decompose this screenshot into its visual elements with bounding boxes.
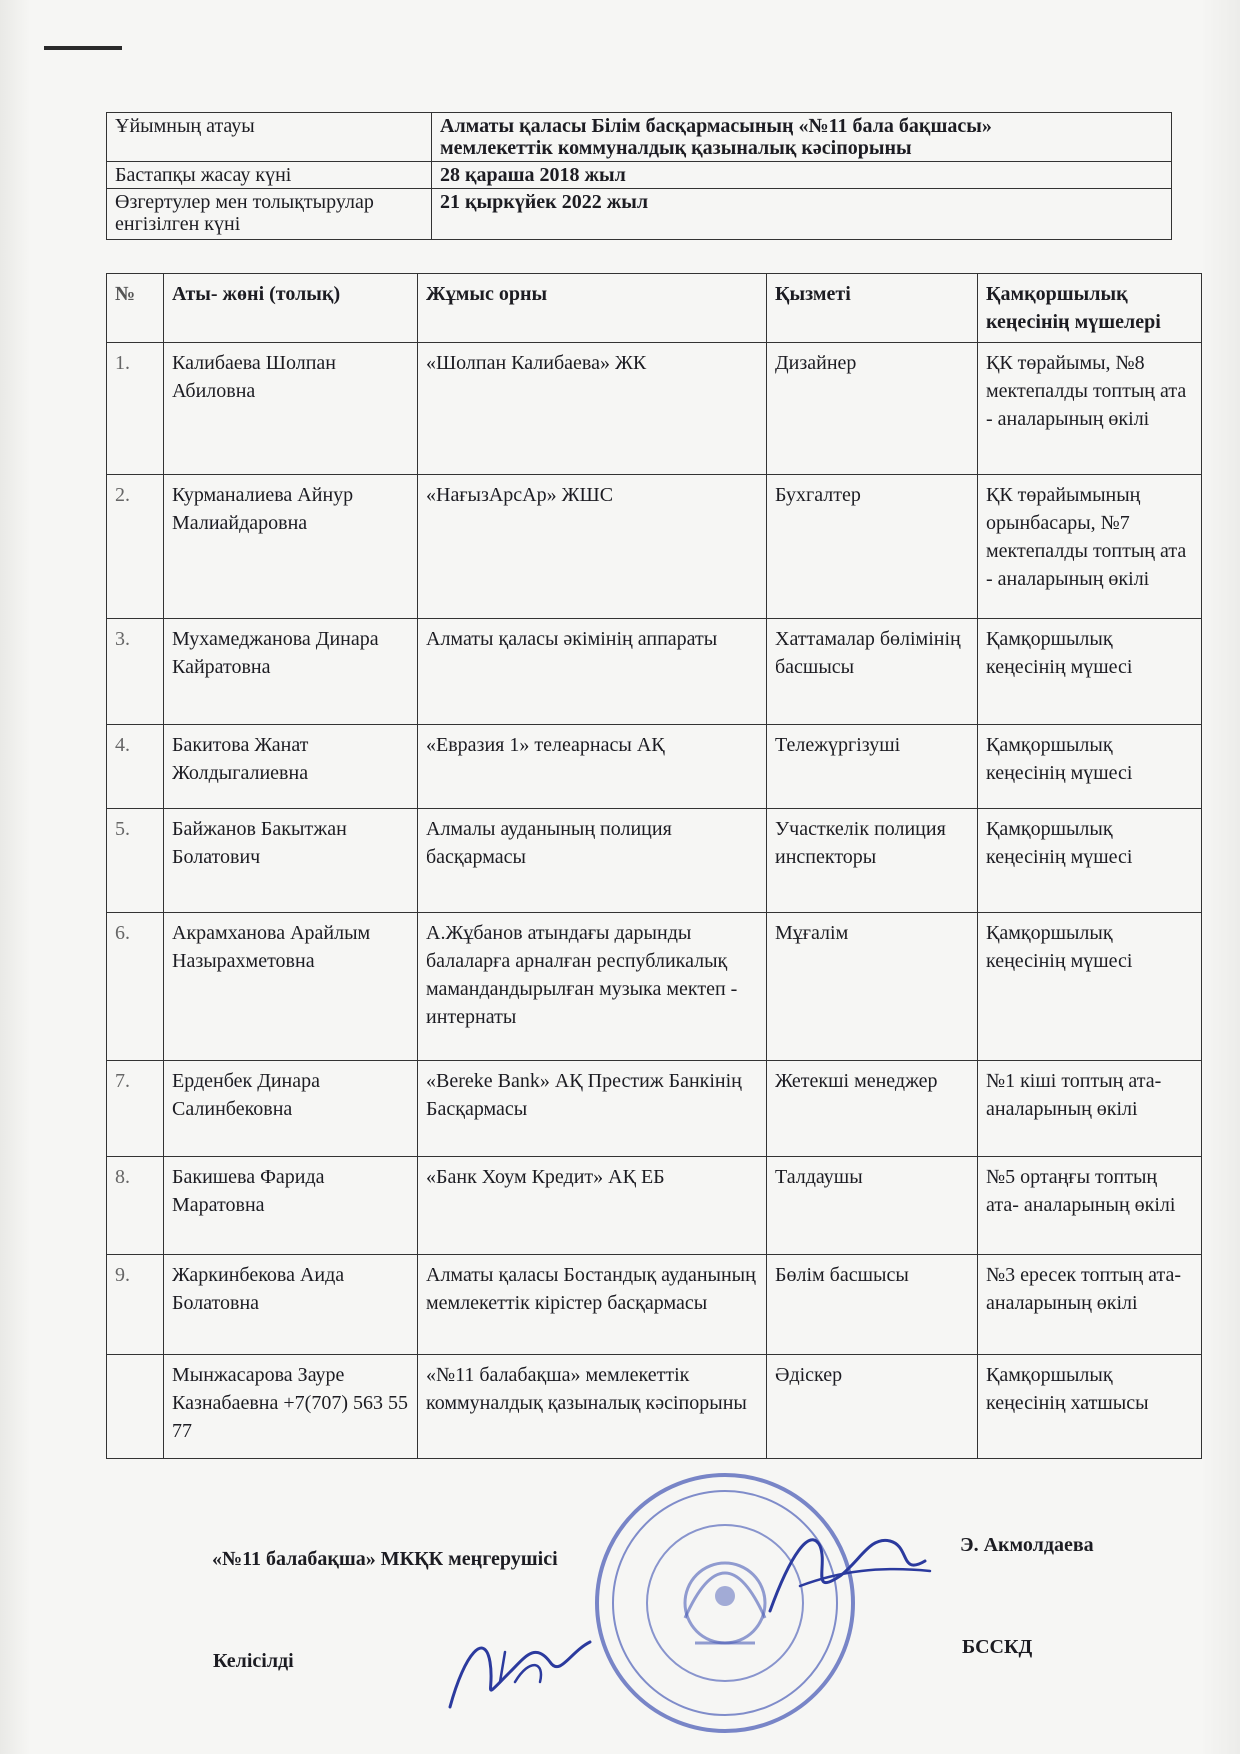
row-position: Әдіскер [767,1355,978,1459]
row-position: Тележүргізуші [767,725,978,809]
col-work: Жұмыс орны [418,274,767,343]
changed-value: 21 қыркүйек 2022 жыл [432,189,1172,240]
table-row [107,475,1202,619]
row-num: 5. [107,809,164,913]
row-name: Бакишева Фарида Маратовна [164,1157,418,1255]
row-position: Мұғалім [767,913,978,1061]
row-role: Қамқоршылық кеңесінің мүшесі [978,725,1202,809]
row-num: 8. [107,1157,164,1255]
agreed-signature [440,1622,600,1722]
row-role: ҚК төрайымы, №8 мектепалды топтың ата - аналарының өкілі [978,343,1202,475]
org-label: Ұйымның атауы [107,113,432,162]
row-num: 9. [107,1255,164,1355]
table-row [107,1355,1202,1459]
row-position: Жетекші менеджер [767,1061,978,1157]
row-work: Алмалы ауданының полиция басқармасы [418,809,767,913]
created-label: Бастапқы жасау күні [107,162,432,189]
row-name: Мынжасарова Зауре Казнабаевна +7(707) 563 55 77 [164,1355,418,1459]
table-row [107,725,1202,809]
row-position: Бухгалтер [767,475,978,619]
bsskd-label: БССКД [962,1636,1033,1658]
table-row [107,1061,1202,1157]
corner-mark [44,46,122,50]
row-name: Калибаева Шолпан Абиловна [164,343,418,475]
row-work: «Шолпан Калибаева» ЖК [418,343,767,475]
col-role: Қамқоршылық кеңесінің мүшелері [978,274,1202,343]
table-row [107,343,1202,475]
row-num: 2. [107,475,164,619]
table-row [107,913,1202,1061]
row-work: «Евразия 1» телеарнасы АҚ [418,725,767,809]
head-title: «№11 балабақша» МКҚК меңгерушісі [212,1548,558,1570]
row-role: Қамқоршылық кеңесінің хатшысы [978,1355,1202,1459]
row-position: Бөлім басшысы [767,1255,978,1355]
col-position: Қызметі [767,274,978,343]
row-work: А.Жұбанов атындағы дарынды балаларға арналған республикалық мамандандырылған музыка мектеп - интернаты [418,913,767,1061]
row-work: Алматы қаласы Бостандық ауданының мемлекеттік кірістер басқармасы [418,1255,767,1355]
created-row [107,162,1172,189]
row-role: №3 ересек топтың ата- аналарының өкілі [978,1255,1202,1355]
row-num: 3. [107,619,164,725]
org-value-line1: Алматы қаласы Білім басқармасының «№11 бала бақшасы» [440,115,992,137]
row-position: Участкелік полиция инспекторы [767,809,978,913]
row-role: Қамқоршылық кеңесінің мүшесі [978,913,1202,1061]
org-value-line2: мемлекеттік коммуналдық қазыналық кәсіпорыны [440,137,912,159]
agreed-label: Келісілді [213,1650,294,1672]
row-work: «НағызАрсАр» ЖШС [418,475,767,619]
row-position: Талдаушы [767,1157,978,1255]
row-role: Қамқоршылық кеңесінің мүшесі [978,619,1202,725]
row-name: Акрамханова Арайлым Назырахметовна [164,913,418,1061]
table-header-row [107,274,1202,343]
row-work: Алматы қаласы әкімінің аппараты [418,619,767,725]
row-num: 7. [107,1061,164,1157]
row-name: Бакитова Жанат Жолдыгалиевна [164,725,418,809]
row-num: 4. [107,725,164,809]
row-role: Қамқоршылық кеңесінің мүшесі [978,809,1202,913]
row-work: «№11 балабақша» мемлекеттік коммуналдық қазыналық кәсіпорыны [418,1355,767,1459]
row-role: ҚК төрайымының орынбасары, №7 мектепалды топтың ата - аналарының өкілі [978,475,1202,619]
header-table [106,112,1172,240]
row-position: Дизайнер [767,343,978,475]
changed-row [107,189,1172,240]
row-name: Курманалиева Айнур Малиайдаровна [164,475,418,619]
row-name: Ерденбек Динара Салинбековна [164,1061,418,1157]
row-name: Мухамеджанова Динара Кайратовна [164,619,418,725]
table-row [107,1157,1202,1255]
col-num: № [107,274,164,343]
row-num [107,1355,164,1459]
row-work: «Банк Хоум Кредит» АҚ ЕБ [418,1157,767,1255]
table-row [107,1255,1202,1355]
head-signature [750,1516,940,1626]
row-role: №1 кіші топтың ата- аналарының өкілі [978,1061,1202,1157]
row-num: 6. [107,913,164,1061]
col-name: Аты- жөні (толық) [164,274,418,343]
org-value [432,113,1172,162]
row-work: «Bereke Bank» АҚ Престиж Банкінің Басқармасы [418,1061,767,1157]
table-row [107,809,1202,913]
members-table [106,273,1202,1459]
row-role: №5 ортаңғы топтың ата- аналарының өкілі [978,1157,1202,1255]
table-row [107,619,1202,725]
changed-label: Өзгертулер мен толықтырулар енгізілген күні [107,189,432,240]
head-name: Э. Акмолдаева [960,1534,1094,1556]
row-num: 1. [107,343,164,475]
row-name: Жаркинбекова Аида Болатовна [164,1255,418,1355]
row-position: Хаттамалар бөлімінің басшысы [767,619,978,725]
row-name: Байжанов Бакытжан Болатович [164,809,418,913]
created-value: 28 қараша 2018 жыл [432,162,1172,189]
org-row [107,113,1172,162]
